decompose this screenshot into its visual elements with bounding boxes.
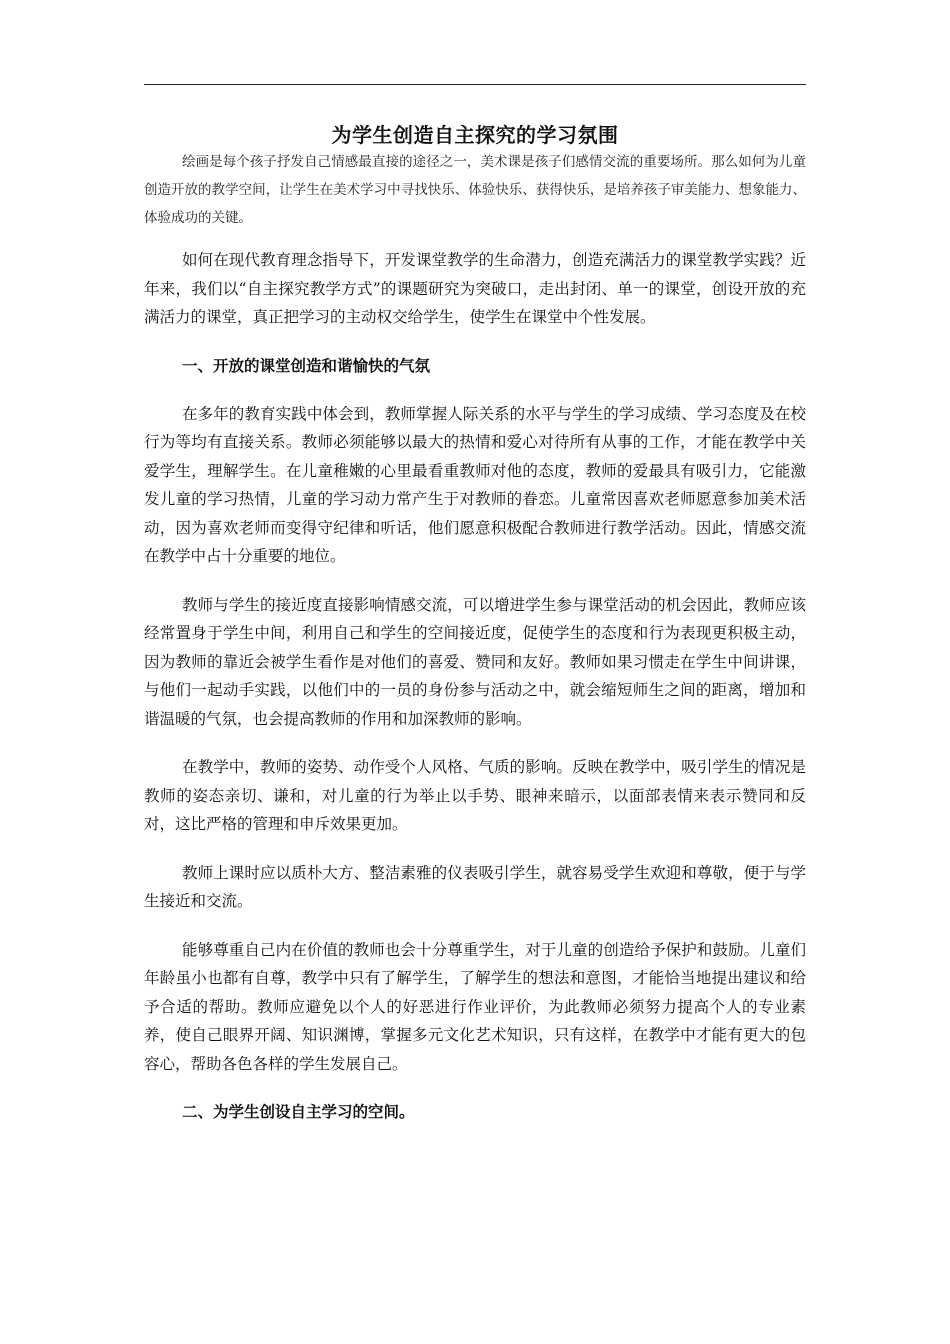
intro-paragraph: 绘画是每个孩子抒发自己情感最直接的途径之一，美术课是孩子们感情交流的重要场所。那么如何为儿童创造开放的教学空间，让学生在美术学习中寻找快乐、体验快乐、获得快乐，是培养孩子审美能力、想象能力、体验成功的关键。 <box>144 154 806 226</box>
body-paragraph-6: 能够尊重自己内在价值的教师也会十分尊重学生，对于儿童的创造给予保护和鼓励。儿童们年龄虽小也都有自尊，教学中只有了解学生，了解学生的想法和意图，才能恰当地提出建议和给予合适的帮助。教师应避免以个人的好恶进行作业评价，为此教师必须努力提高个人的专业素养，使自己眼界开阔、知识渊博，掌握多元文化艺术知识，只有这样，在教学中才能有更大的包容心，帮助各色各样的学生发展自己。 <box>144 940 806 1073</box>
body-paragraph-5: 教师上课时应以质朴大方、整洁素雅的仪表吸引学生，就容易受学生欢迎和尊敬，便于与学生接近和交流。 <box>144 863 806 910</box>
body-paragraph-2: 在多年的教育实践中体会到，教师掌握人际关系的水平与学生的学习成绩、学习态度及在校行为等均有直接关系。教师必须能够以最大的热情和爱心对待所有从事的工作，才能在教学中关爱学生，理解学生。在儿童稚嫩的心里最看重教师对他的态度，教师的爱最具有吸引力，它能激发儿童的学习热情，儿童的学习动力常产生于对教师的眷恋。儿童常因喜欢老师愿意参加美术活动，因为喜欢老师而变得守纪律和听话，他们愿意积极配合教师进行教学活动。因此，情感交流在教学中占十分重要的地位。 <box>144 404 806 565</box>
header-rule <box>144 84 806 85</box>
section-heading-1: 一、开放的课堂创造和谐愉快的气氛 <box>182 356 431 375</box>
section-heading-2: 二、为学生创设自主学习的空间。 <box>182 1103 415 1121</box>
body-paragraph-4: 在教学中，教师的姿势、动作受个人风格、气质的影响。反映在教学中，吸引学生的情况是教师的姿态亲切、谦和，对儿童的行为举止以手势、眼神来暗示，以面部表情来表示赞同和反对，这比严格的管理和申斥效果更加。 <box>144 758 806 833</box>
document-title: 为学生创造自主探究的学习氛围 <box>331 123 619 147</box>
document-body <box>144 148 806 1146</box>
body-paragraph-3: 教师与学生的接近度直接影响情感交流，可以增进学生参与课堂活动的机会因此，教师应该经常置身于学生中间，利用自己和学生的空间接近度，促使学生的态度和行为表现更积极主动，因为教师的靠近会被学生看作是对他们的喜爱、赞同和友好。教师如果习惯走在学生中间讲课，与他们一起动手实践，以他们中的一员的身份参与活动之中，就会缩短师生之间的距离，增加和谐温暖的气氛，也会提高教师的作用和加深教师的影响。 <box>144 595 806 728</box>
body-paragraph-1: 如何在现代教育理念指导下，开发课堂教学的生命潜力，创造充满活力的课堂教学实践？近年来，我们以“自主探究教学方式”的课题研究为突破口，走出封闭、单一的课堂，创设开放的充满活力的课堂，真正把学习的主动权交给学生，使学生在课堂中个性发展。 <box>144 251 806 326</box>
